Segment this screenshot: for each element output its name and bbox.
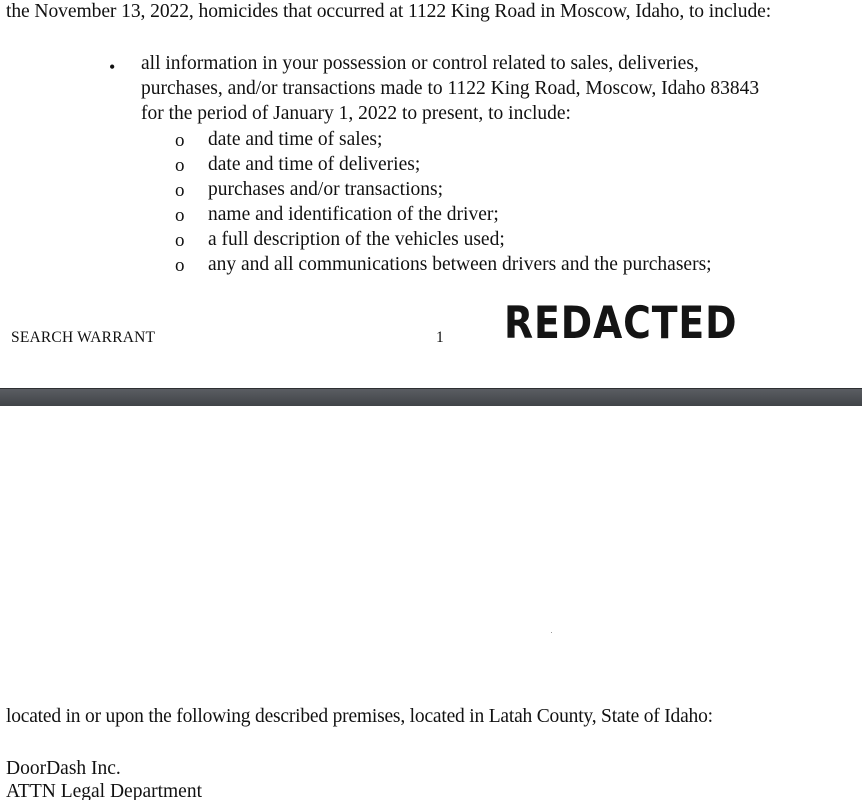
sub-marker: o xyxy=(175,230,185,251)
premises-line: located in or upon the following described premises, located in Latah County, State of Idaho: xyxy=(6,706,713,727)
footer-page-number: 1 xyxy=(436,329,444,346)
sub-item-purchases: purchases and/or transactions; xyxy=(208,179,444,200)
sub-item-driver-identification: name and identification of the driver; xyxy=(208,204,499,225)
sub-item-date-time-sales: date and time of sales; xyxy=(208,129,383,150)
sub-item-vehicles: a full description of the vehicles used; xyxy=(208,229,505,250)
sub-marker: o xyxy=(175,155,185,176)
sub-item-date-time-deliveries: date and time of deliveries; xyxy=(208,154,421,175)
document-page-2 xyxy=(0,406,862,800)
bullet-marker: • xyxy=(109,57,116,77)
sub-marker: o xyxy=(175,205,185,226)
footer-document-title: SEARCH WARRANT xyxy=(11,329,156,346)
intro-line: the November 13, 2022, homicides that occurred at 1122 King Road in Moscow, Idaho, to include: xyxy=(6,1,772,22)
bullet-line-2: purchases, and/or transactions made to 1122 King Road, Moscow, Idaho 83843 xyxy=(141,78,760,99)
sub-marker: o xyxy=(175,255,185,276)
bullet-line-1: all information in your possession or control related to sales, deliveries, xyxy=(141,53,699,74)
redacted-stamp: REDACTED xyxy=(504,296,738,349)
address-line-company: DoorDash Inc. xyxy=(6,758,121,779)
scan-speck xyxy=(551,632,552,633)
sub-marker: o xyxy=(175,180,185,201)
sub-item-communications: any and all communications between drivers and the purchasers; xyxy=(208,254,712,275)
bullet-line-3: for the period of January 1, 2022 to present, to include: xyxy=(141,103,571,124)
sub-marker: o xyxy=(175,130,185,151)
address-line-attention: ATTN Legal Department xyxy=(6,781,203,800)
document-page-1 xyxy=(0,0,862,388)
page-separator xyxy=(0,388,862,408)
